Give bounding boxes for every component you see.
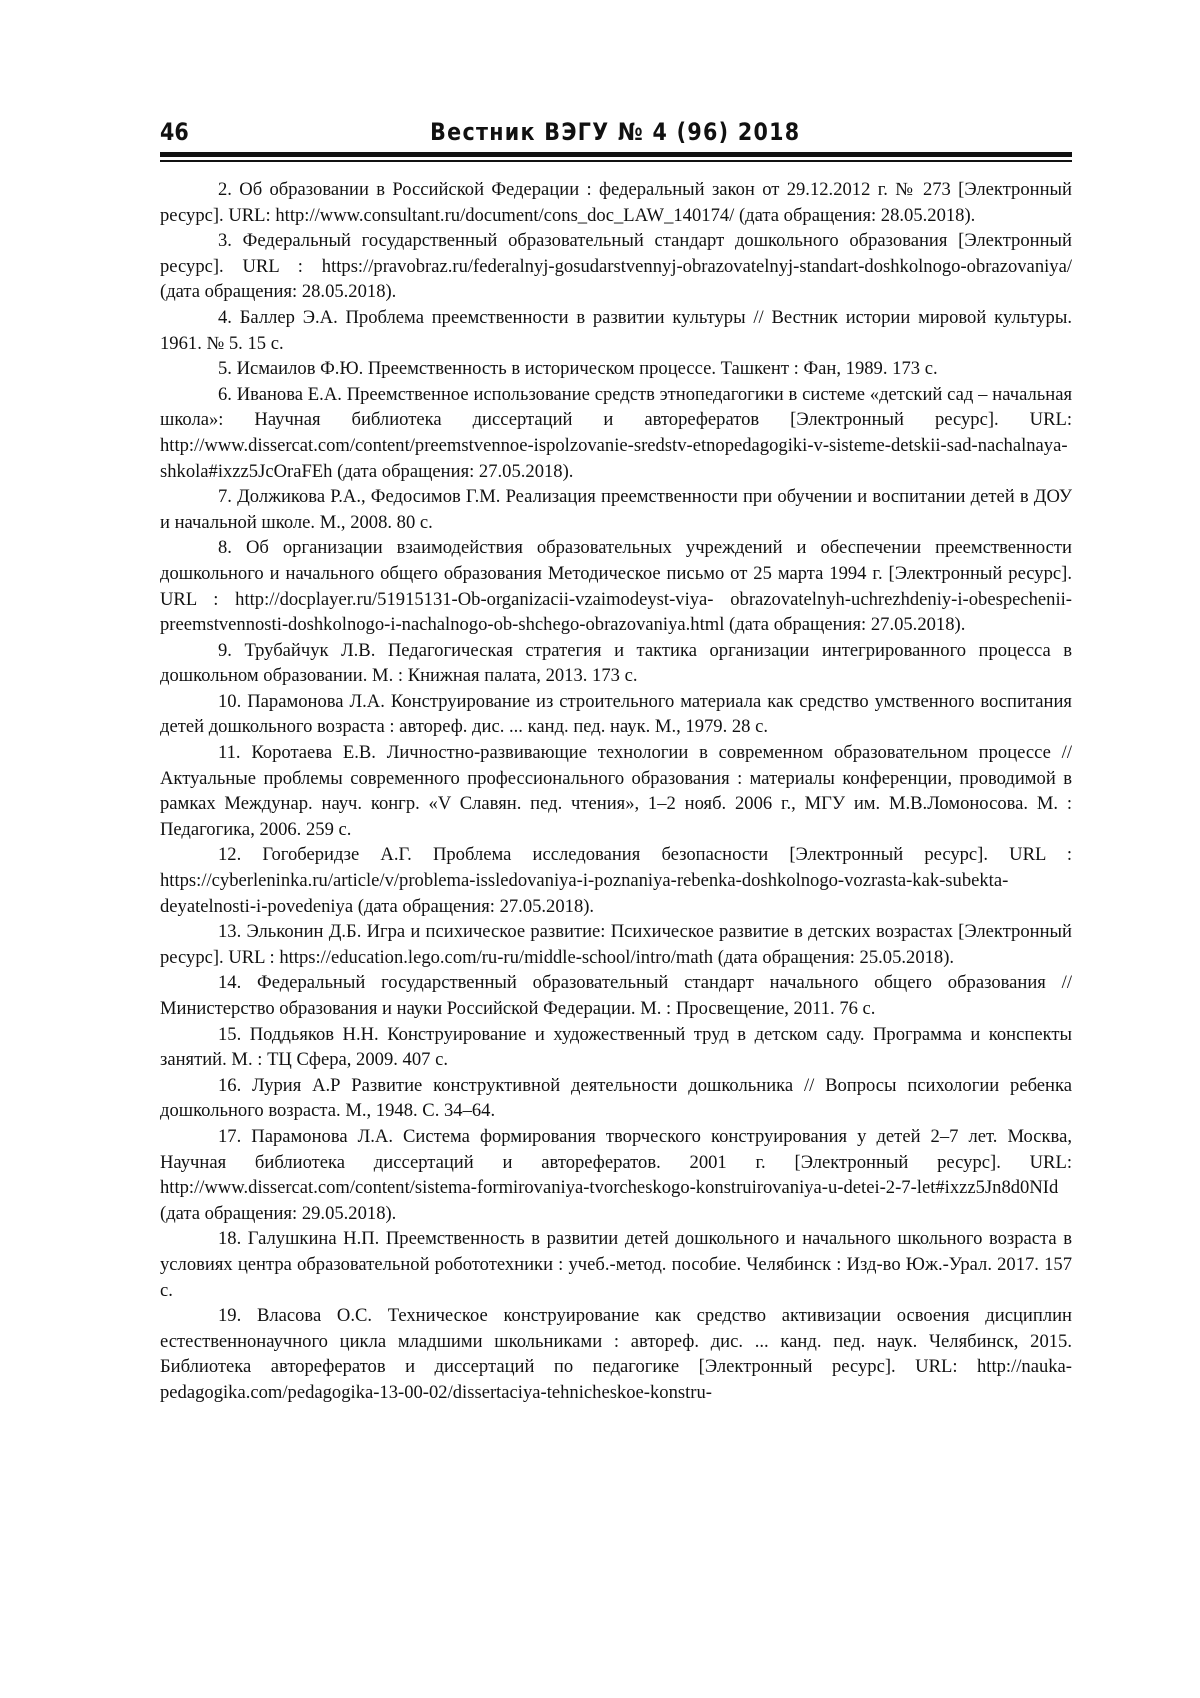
reference-item: 17. Парамонова Л.А. Система формирования творческого конструирования у детей 2–7 лет. Москва, Научная библиотека диссертаций и авторефератов. 2001 г. [Электронный ресурс]. URL: http://www.dissercat.com/content/sistema-formirovaniya-tvorcheskogo-konstruirovaniya-u-detei-2-7-let#ixzz5Jn8d0NId (дата обращения: 29.05.2018). xyxy=(160,1125,1072,1224)
reference-item: 8. Об организации взаимодействия образовательных учреждений и обеспечении преемственности дошкольного и начального общего образования Методическое письмо от 25 марта 1994 г. [Электронный ресурс]. URL : http://docplayer.ru/51915131-Ob-organizacii-vzaimodeyst-viya- obrazovatelnyh-uchrezhdeniy-i-obespechenii-preemstvennosti-doshkolnogo-i-nachalnogo-ob-shchego-obrazovaniya.html (дата обращения: 27.05.2018). xyxy=(160,537,1072,636)
journal-page xyxy=(160,112,1072,1403)
reference-item: 11. Коротаева Е.В. Личностно-развивающие технологии в современном образовательном процессе // Актуальные проблемы современного профессионального образования : материалы конференции, проводимой в рамках Междунар. науч. конгр. «V Славян. пед. чтения», 1–2 нояб. 2006 г., МГУ им. М.В.Ломоносова. М. : Педагогика, 2006. 259 с. xyxy=(160,742,1072,840)
reference-item: 18. Галушкина Н.П. Преемственность в развитии детей дошкольного и начального школьного возраста в условиях центра образовательной робототехники : учеб.-метод. пособие. Челябинск : Изд-во Юж.-Урал. 2017. 157 с. xyxy=(160,1228,1072,1301)
journal-title xyxy=(160,118,1070,146)
page-header xyxy=(160,112,1070,152)
journal-title-text: Вестник ВЭГУ № 4 (96) 2018 xyxy=(429,118,801,146)
header-rule-thick xyxy=(160,152,1072,157)
reference-item: 14. Федеральный государственный образовательный стандарт начального общего образования // Министерство образования и науки Российской Федерации. М. : Просвещение, 2011. 76 с. xyxy=(160,972,1072,1019)
reference-item: 4. Баллер Э.А. Проблема преемственности в развитии культуры // Вестник истории мировой культуры. 1961. № 5. 15 с. xyxy=(160,306,1072,354)
reference-item: 19. Власова О.С. Техническое конструирование как средство активизации освоения дисциплин естественнонаучного цикла младшими школьниками : автореф. дис. ... канд. пед. наук. Челябинск, 2015. Библиотека авторефератов и диссертаций по педагогике [Электронный ресурс]. URL: http://nauka-pedagogika.com/pedagogika-13-00-02/dissertaciya-tehnicheskoe-konstru- xyxy=(160,1305,1072,1403)
reference-item: 10. Парамонова Л.А. Конструирование из строительного материала как средство умственного воспитания детей дошкольного возраста : автореф. дис. ... канд. пед. наук. М., 1979. 28 с. xyxy=(160,690,1072,738)
reference-list xyxy=(160,177,1072,1406)
reference-item: 3. Федеральный государственный образовательный стандарт дошкольного образования [Электронный ресурс]. URL : https://pravobraz.ru/federalnyj-gosudarstvennyj-obrazovatelnyj-standart-doshkolnogo-obrazovaniya/ (дата обращения: 28.05.2018). xyxy=(160,230,1072,303)
reference-item: 5. Исмаилов Ф.Ю. Преемственность в историческом процессе. Ташкент : Фан, 1989. 173 с. xyxy=(218,358,938,380)
reference-item: 16. Лурия А.Р Развитие конструктивной деятельности дошкольника // Вопросы психологии ребенка дошкольного возраста. М., 1948. С. 34–64. xyxy=(160,1074,1072,1122)
reference-item: 6. Иванова Е.А. Преемственное использование средств этнопедагогики в системе «детский сад – начальная школа»: Научная библиотека диссертаций и авторефератов [Электронный ресурс]. URL: http://www.dissercat.com/content/preemstvennoe-ispolzovanie-sredstv-etnopedagogiki-v-sisteme-detskii-sad-nachalnaya-shkola#ixzz5JcOraFEh (дата обращения: 27.05.2018). xyxy=(160,383,1072,482)
header-rule-thin xyxy=(160,160,1072,162)
reference-item: 13. Эльконин Д.Б. Игра и психическое развитие: Психическое развитие в детских возрастах [Электронный ресурс]. URL : https://education.lego.com/ru-ru/middle-school/intro/math (дата обращения: 25.05.2018). xyxy=(160,921,1072,968)
reference-item: 7. Должикова Р.А., Федосимов Г.М. Реализация преемственности при обучении и воспитании детей в ДОУ и начальной школе. М., 2008. 80 с. xyxy=(160,486,1072,533)
reference-item: 2. Об образовании в Российской Федерации : федеральный закон от 29.12.2012 г. № 273 [Электронный ресурс]. URL: http://www.consultant.ru/document/cons_doc_LAW_140174/ (дата обращения: 28.05.2018). xyxy=(160,179,1072,226)
reference-item: 15. Поддьяков Н.Н. Конструирование и художественный труд в детском саду. Программа и конспекты занятий. М. : ТЦ Сфера, 2009. 407 с. xyxy=(160,1023,1072,1071)
reference-item: 12. Гогоберидзе А.Г. Проблема исследования безопасности [Электронный ресурс]. URL : https://cyberleninka.ru/article/v/problema-issledovaniya-i-poznaniya-rebenka-doshkolnogo-vozrasta-kak-subekta-deyatelnosti-i-povedeniya (дата обращения: 27.05.2018). xyxy=(160,844,1072,917)
reference-item: 9. Трубайчук Л.В. Педагогическая стратегия и тактика организации интегрированного процесса в дошкольном образовании. М. : Книжная палата, 2013. 173 с. xyxy=(160,639,1072,687)
page-number: 46 xyxy=(160,118,189,146)
